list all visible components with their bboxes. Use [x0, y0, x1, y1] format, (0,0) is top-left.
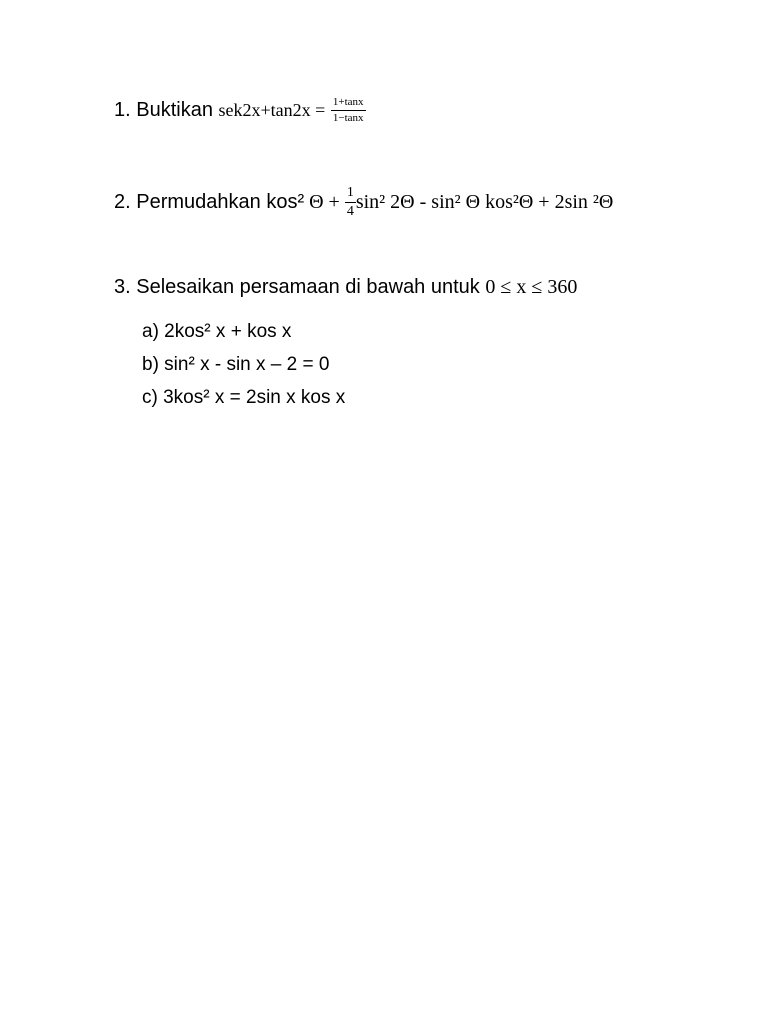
- question-1-lhs: sek2x+tan2x =: [218, 99, 326, 120]
- question-1-text: 1. Buktikan: [114, 98, 219, 121]
- question-1-fraction: [331, 97, 366, 124]
- question-3c: c) 3kos² x = 2sin x kos x: [142, 387, 346, 408]
- question-3: [114, 277, 577, 297]
- question-1-numerator: 1+tanx: [331, 97, 366, 111]
- question-1: [114, 97, 366, 124]
- question-2-part1: Θ +: [304, 190, 345, 213]
- question-2-text: 2. Permudahkan kos²: [114, 190, 305, 213]
- question-1-denominator: 1−tanx: [332, 112, 364, 124]
- question-2: [114, 186, 613, 219]
- question-2-fraction: [345, 186, 356, 219]
- question-2-numerator: 1: [345, 186, 356, 203]
- question-3b: b) sin² x - sin x – 2 = 0: [142, 354, 330, 375]
- question-2-part2: sin² 2Θ - sin² Θ kos²Θ + 2sin ²Θ: [355, 190, 614, 213]
- question-2-denominator: 4: [346, 204, 354, 219]
- question-3-range: 0 ≤ x ≤ 360: [485, 276, 578, 298]
- question-3a: a) 2kos² x + kos x: [142, 321, 292, 342]
- question-3-text: 3. Selesaikan persamaan di bawah untuk: [114, 276, 486, 298]
